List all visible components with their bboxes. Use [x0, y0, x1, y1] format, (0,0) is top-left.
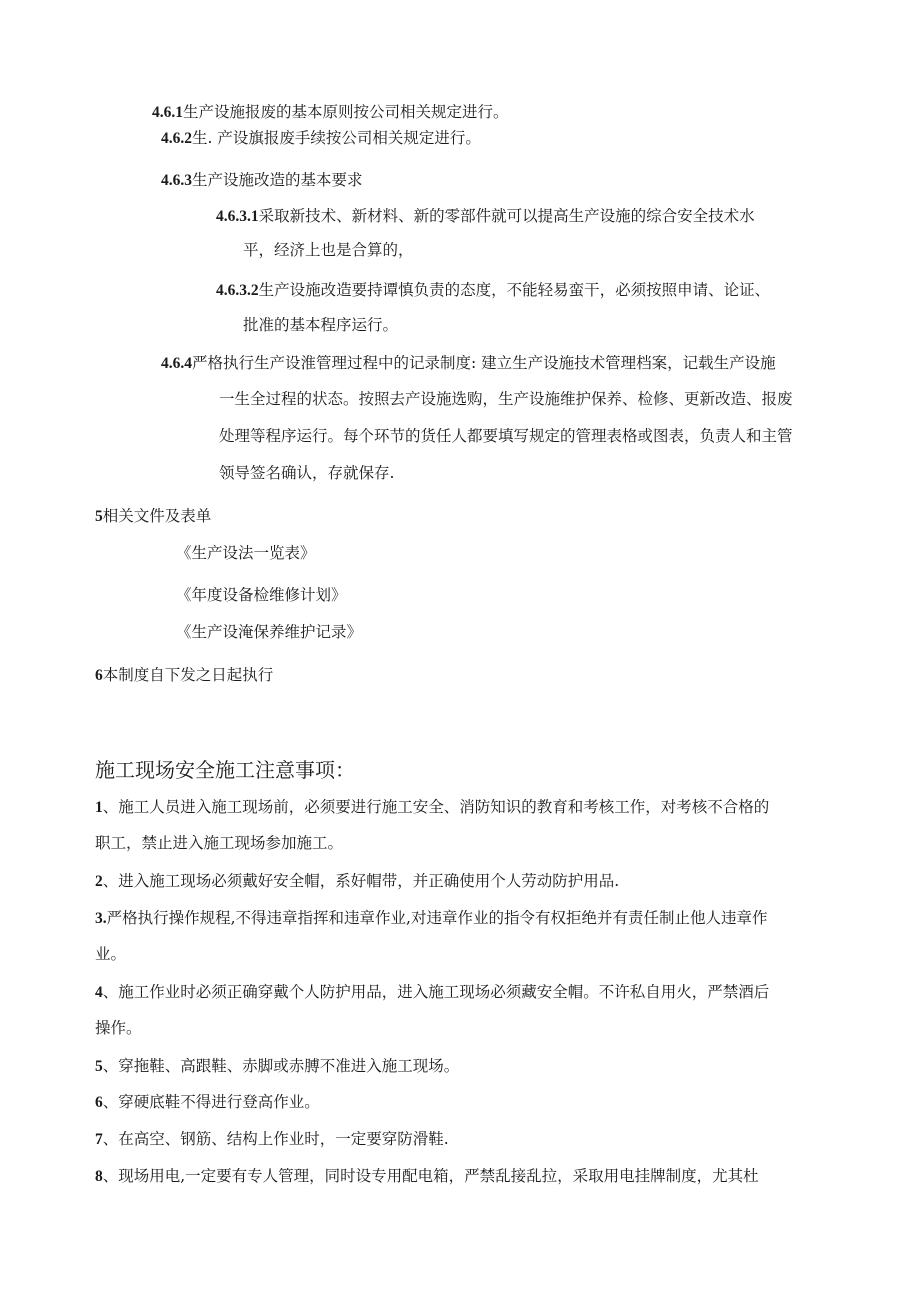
- safety-item-3: [95, 907, 767, 930]
- clause-4-6-3: [161, 169, 363, 192]
- item-text: 、在高空、钢筋、结构上作业时，一定要穿防滑鞋.: [102, 1130, 449, 1148]
- section-text: 本制度自下发之日起执行: [102, 666, 274, 684]
- clause-text: 平，经济上也是合算的，: [243, 241, 414, 259]
- safety-item-4-cont: [95, 1017, 142, 1039]
- safety-item-2: [95, 870, 619, 893]
- safety-item-6: [95, 1091, 320, 1114]
- form-item: [176, 584, 347, 606]
- form-item: [176, 621, 362, 643]
- clause-text: 生产设施改造的基本要求: [192, 171, 363, 189]
- safety-item-5: [95, 1055, 459, 1078]
- clause-4-6-1: [152, 101, 509, 124]
- clause-text: 一生全过程的状态。按照去产设施选购，生产设施维护保养、检修、更新改造、报废: [219, 390, 793, 408]
- safety-item-4: [95, 981, 769, 1004]
- item-text: 、穿硬底鞋不得进行登高作业。: [102, 1093, 320, 1111]
- clause-4-6-3-2: [216, 279, 770, 302]
- item-text: 、穿拖鞋、高跟鞋、赤脚或赤膊不准进入施工现场。: [102, 1057, 460, 1075]
- clause-number: 4.6.1: [152, 104, 183, 121]
- item-text: 、现场用电,一定要有专人管理，同时设专用配电箱，严禁乱接乱拉，采取用电挂牌制度，尤其杜: [102, 1167, 759, 1185]
- clause-number: 4.6.2: [161, 130, 192, 147]
- item-number: 4: [95, 984, 103, 1001]
- item-text: 、进入施工现场必须戴好安全帽，系好帽带，并正确使用个人劳动防护用品.: [102, 872, 620, 890]
- item-number: 5: [95, 1058, 103, 1075]
- safety-title: 施工现场安全施工注意事项：: [95, 758, 355, 782]
- clause-number: 4.6.3: [161, 172, 192, 189]
- clause-text: 采取新技术、新材料、新的零部件就可以提高生产设施的综合安全技术水: [258, 207, 755, 225]
- section-title: 相关文件及表单: [102, 507, 212, 525]
- item-number: 3.: [95, 910, 107, 927]
- clause-4-6-3-2-cont: [243, 314, 398, 336]
- item-text: 严格执行操作规程,不得违章指挥和违章作业,对违章作业的指令有权拒绝并有责任制止他人违章作: [106, 909, 768, 927]
- clause-4-6-3-1: [216, 205, 755, 228]
- safety-item-1: [95, 796, 769, 819]
- section-5-heading: [95, 505, 211, 528]
- safety-item-1-cont: [95, 832, 343, 854]
- clause-text: 领导签名确认，存就保存.: [219, 464, 395, 482]
- item-number: 8: [95, 1168, 103, 1185]
- section-6-heading: [95, 664, 273, 687]
- item-text: 职工，禁止进入施工现场参加施工。: [95, 834, 344, 852]
- clause-4-6-4: [161, 352, 776, 375]
- item-number: 6: [95, 1094, 103, 1111]
- clause-text: 处理等程序运行。每个环节的货任人都要填写规定的管理表格或图表，负责人和主管: [219, 427, 793, 445]
- safety-item-8: [95, 1165, 759, 1188]
- item-text: 操作。: [95, 1019, 142, 1037]
- section-number: 5: [95, 508, 103, 525]
- clause-text: 批准的基本程序运行。: [243, 316, 399, 334]
- form-title: 《生产设法一览表》: [176, 544, 316, 562]
- safety-item-3-cont: [95, 943, 126, 965]
- clause-4-6-3-1-cont: [243, 239, 414, 261]
- clause-text: 生. 产设旗报废手续按公司相关规定进行。: [192, 129, 481, 147]
- item-text: 、施工作业时必须正确穿戴个人防护用品，进入施工现场必须藏安全帽。不许私自用火，严禁酒后: [102, 983, 770, 1001]
- clause-number: 4.6.3.1: [216, 208, 259, 225]
- clause-4-6-2: [161, 127, 481, 150]
- item-number: 2: [95, 873, 103, 890]
- clause-4-6-4-cont-3: [219, 462, 394, 484]
- clause-text: 严格执行生产设淮管理过程中的记录制度: 建立生产设施技术管理档案，记载生产设施: [192, 354, 776, 372]
- safety-item-7: [95, 1128, 449, 1151]
- form-item: [176, 542, 316, 564]
- clause-text: 生产设施报废的基本原则按公司相关规定进行。: [183, 103, 509, 121]
- clause-text: 生产设施改造要持谭慎负责的态度，不能轻易蛮干，必须按照申请、论证、: [258, 281, 771, 299]
- item-number: 7: [95, 1131, 103, 1148]
- clause-number: 4.6.3.2: [216, 282, 259, 299]
- clause-4-6-4-cont-2: [219, 425, 793, 447]
- form-title: 《生产设淹保养维护记录》: [176, 623, 363, 641]
- item-number: 1: [95, 799, 103, 816]
- section-number: 6: [95, 667, 103, 684]
- item-text: 业。: [95, 945, 127, 963]
- item-text: 、施工人员进入施工现场前，必须要进行施工安全、消防知识的教育和考核工作，对考核不合格的: [102, 798, 770, 816]
- clause-number: 4.6.4: [161, 355, 192, 372]
- clause-4-6-4-cont-1: [219, 388, 793, 410]
- form-title: 《年度设备检维修计划》: [176, 586, 347, 604]
